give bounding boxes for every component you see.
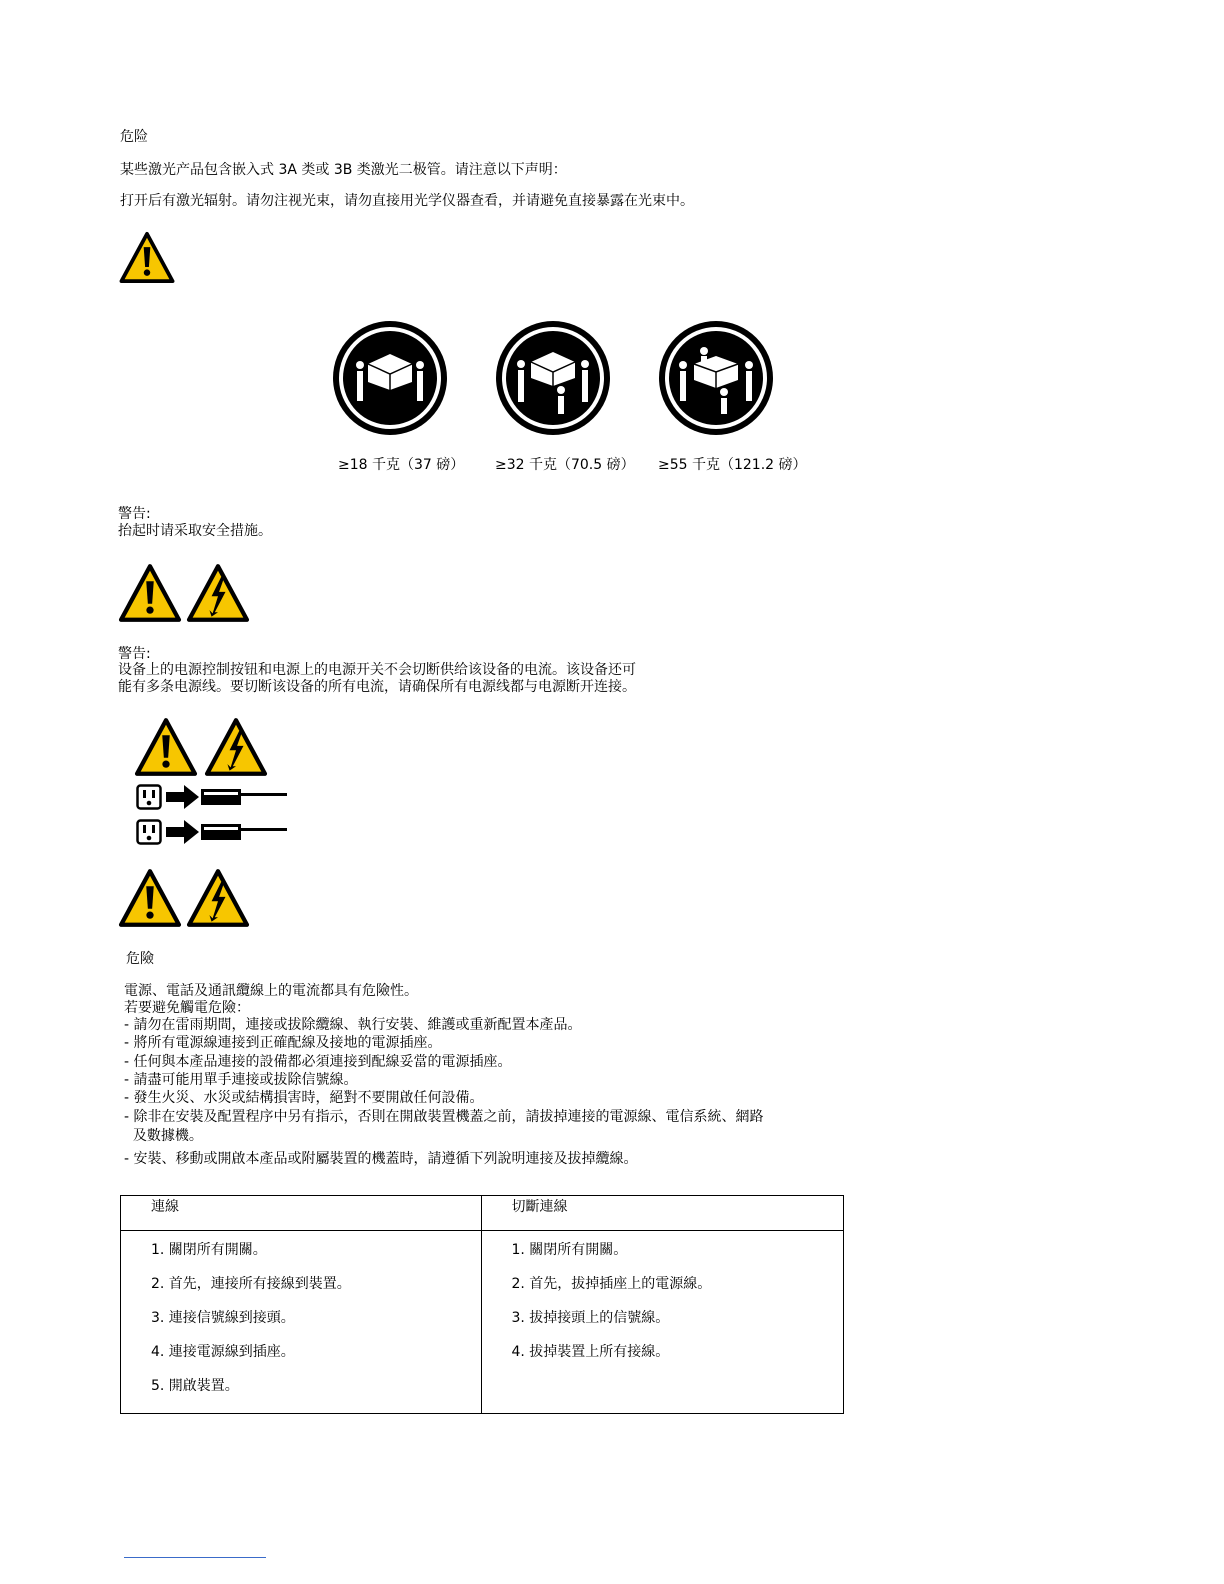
power-outlet-icon [136,784,162,810]
lift-two-persons-icon [330,318,450,438]
power-caution-line1: 设备上的电源控制按钮和电源上的电源开关不会切断供给该设备的电流。该设备还可 [118,662,636,678]
electrical-hazard-icon [185,563,251,623]
footnote-rule [124,1557,266,1558]
connect-step: 4. 連接電源線到插座。 [151,1344,295,1360]
arrow-icon [166,784,200,810]
disconnect-step: 4. 拔掉裝置上所有接線。 [511,1344,670,1360]
laser-warning: 打开后有激光辐射。请勿注视光束，请勿直接用光学仪器查看，并请避免直接暴露在光束中。 [120,193,694,209]
connect-step: 3. 連接信號線到接頭。 [151,1310,295,1326]
caution-triangle-icon [117,231,177,284]
connect-column-header: 連線 [121,1196,482,1231]
disconnect-step: 3. 拔掉接頭上的信號線。 [511,1310,670,1326]
electrical-hazard-icon [185,868,251,928]
danger-line2-tw: 若要避免觸電危險： [124,1000,250,1016]
danger-bullet: - 安裝、移動或開啟本產品或附屬裝置的機蓋時，請遵循下列說明連接及拔掉纜線。 [124,1151,638,1167]
power-plug-icon [201,819,287,845]
caution-triangle-icon [117,563,183,623]
power-caution-label: 警告: [118,646,151,662]
danger-bullet: - 請盡可能用單手連接或拔除信號線。 [124,1072,358,1088]
lift-label-55kg: ≥55 千克（121.2 磅） [658,457,807,473]
power-caution-line2: 能有多条电源线。要切断该设备的所有电流，请确保所有电源线都与电源断开连接。 [118,679,636,695]
electrical-hazard-icon [203,717,269,777]
lift-four-persons-icon [656,318,776,438]
caution-triangle-icon [117,868,183,928]
danger-bullet: - 請勿在雷雨期間，連接或拔除纜線、執行安裝、維護或重新配置本產品。 [124,1017,582,1033]
lift-three-persons-icon [493,318,613,438]
lift-caution-text: 抬起时请采取安全措施。 [118,523,272,539]
disconnect-step: 2. 首先，拔掉插座上的電源線。 [511,1276,712,1292]
connect-step: 5. 開啟裝置。 [151,1378,239,1394]
power-plug-icon [201,784,287,810]
connect-step: 2. 首先，連接所有接線到裝置。 [151,1276,351,1292]
caution-triangle-icon [133,717,199,777]
lift-label-32kg: ≥32 千克（70.5 磅） [495,457,635,473]
danger-bullet: - 發生火災、水災或結構損害時，絕對不要開啟任何設備。 [124,1090,484,1106]
disconnect-step: 1. 關閉所有開關。 [511,1242,628,1258]
lift-weight-row [330,318,830,478]
danger-line1-tw: 電源、電話及通訊纜線上的電流都具有危險性。 [124,983,418,999]
laser-intro: 某些激光产品包含嵌入式 3A 类或 3B 类激光二极管。请注意以下声明： [120,162,567,178]
lift-label-18kg: ≥18 千克（37 磅） [338,457,465,473]
danger-bullet: - 任何與本產品連接的設備都必須連接到配線妥當的電源插座。 [124,1054,512,1070]
danger-bullet: - 除非在安裝及配置程序中另有指示，否則在開啟裝置機蓋之前，請拔掉連接的電源線、電信系統、網路 [124,1109,764,1125]
arrow-icon [166,819,200,845]
power-outlet-icon [136,819,162,845]
connect-steps-cell [121,1231,482,1414]
disconnect-steps-cell [481,1231,844,1414]
connect-disconnect-table [120,1195,844,1414]
danger-bullet: - 將所有電源線連接到正確配線及接地的電源插座。 [124,1035,442,1051]
danger-bullet-continued: 及數據機。 [124,1128,203,1144]
disconnect-column-header: 切斷連線 [481,1196,844,1231]
lift-caution-label: 警告: [118,506,151,522]
connect-step: 1. 關閉所有開關。 [151,1242,267,1258]
laser-heading: 危险 [120,129,148,145]
danger-heading-tw: 危險 [126,951,154,967]
